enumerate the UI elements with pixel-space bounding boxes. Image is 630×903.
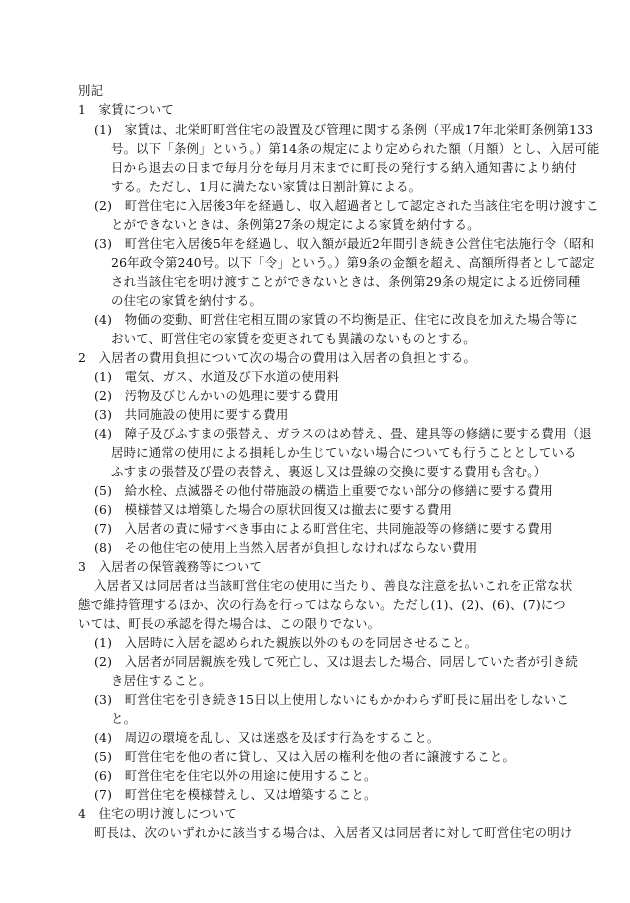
s3-item-2-line-1: (2) 入居者が同居親族を残して死亡し、又は退去した場合、同居していた者が引き続 bbox=[94, 654, 579, 669]
s2-item-8: (8) その他住宅の使用上当然入居者が負担しなければならない費用 bbox=[94, 540, 478, 555]
s1-item-3-line-4: の住宅の家賃を納付する。 bbox=[111, 293, 263, 308]
section-3-title: 3 入居者の保管義務等について bbox=[78, 559, 263, 574]
s2-item-1: (1) 電気、ガス、水道及び下水道の使用料 bbox=[94, 369, 340, 384]
s1-item-2-line-2: とができないときは、条例第27条の規定による家賃を納付する。 bbox=[111, 217, 480, 232]
s2-item-4-line-1: (4) 障子及びふすまの張替え、ガラスのはめ替え、畳、建具等の修繕に要する費用（退 bbox=[94, 426, 592, 441]
s2-item-3: (3) 共同施設の使用に要する費用 bbox=[94, 407, 289, 422]
s1-item-3-line-2: 26年政令第240号。以下「令」という。）第9条の金額を超え、高額所得者として認定 bbox=[111, 255, 595, 270]
s1-item-1-line-1: (1) 家賃は、北栄町町営住宅の設置及び管理に関する条例（平成17年北栄町条例第133 bbox=[94, 122, 594, 137]
s3-item-5: (5) 町営住宅を他の者に貸し、又は入居の権利を他の者に譲渡すること。 bbox=[94, 749, 516, 764]
s1-item-3-line-3: され当該住宅を明け渡すことができないときは、条例第29条の規定による近傍同種 bbox=[111, 274, 581, 289]
s3-para-line-1: 入居者又は同居者は当該町営住宅の使用に当たり、善良な注意を払いこれを正常な状 bbox=[94, 578, 573, 593]
s2-item-4-line-3: ふすまの張替及び畳の表替え、裏返し又は畳線の交換に要する費用も含む。） bbox=[111, 464, 547, 479]
section-1-title: 1 家賃について bbox=[78, 102, 174, 117]
s1-item-3-line-1: (3) 町営住宅入居後5年を経過し、収入額が最近2年間引き続き公営住宅法施行令（昭和 bbox=[94, 236, 595, 251]
s3-item-4: (4) 周辺の環境を乱し、又は迷惑を及ぼす行為をすること。 bbox=[94, 730, 440, 745]
s1-item-1-line-4: する。ただし、1月に満たない家賃は日割計算による。 bbox=[111, 179, 422, 194]
s1-item-4-line-1: (4) 物価の変動、町営住宅相互間の家賃の不均衡是正、住宅に改良を加えた場合等に bbox=[94, 312, 579, 327]
s3-item-3-line-2: と。 bbox=[111, 711, 137, 726]
s3-item-6: (6) 町営住宅を住宅以外の用途に使用すること。 bbox=[94, 768, 377, 783]
s3-para-line-3: いては、町長の承認を得た場合は、この限りでない。 bbox=[78, 616, 381, 631]
s2-item-7: (7) 入居者の責に帰すべき事由による町営住宅、共同施設等の修繕に要する費用 bbox=[94, 521, 553, 536]
section-2-title: 2 入居者の費用負担について次の場合の費用は入居者の負担とする。 bbox=[78, 350, 477, 365]
s2-item-5: (5) 給水栓、点滅器その他付帯施設の構造上重要でない部分の修繕に要する費用 bbox=[94, 483, 553, 498]
s4-para-line-1: 町長は、次のいずれかに該当する場合は、入居者又は同居者に対して町営住宅の明け bbox=[94, 825, 573, 840]
s1-item-1-line-2: 号。以下「条例」という。）第14条の規定により定められた額（月額）とし、入居可能 bbox=[111, 141, 600, 156]
section-4-title: 4 住宅の明け渡しについて bbox=[78, 806, 237, 821]
document-heading: 別記 bbox=[78, 83, 104, 98]
s1-item-4-line-2: おいて、町営住宅の家賃を変更されても異議のないものとする。 bbox=[111, 331, 476, 346]
s3-item-1: (1) 入居時に入居を認められた親族以外のものを同居させること。 bbox=[94, 635, 478, 650]
s1-item-1-line-3: 日から退去の日まで毎月分を毎月月末までに町長の発行する納入通知書により納付 bbox=[111, 160, 577, 175]
s2-item-6: (6) 模様替又は増築した場合の原状回復又は撤去に要する費用 bbox=[94, 502, 453, 517]
s3-para-line-2: 態で維持管理するほか、次の行為を行ってはならない。ただし(1)、(2)、(6)、(7)につ bbox=[78, 597, 566, 612]
s3-item-2-line-2: き居住すること。 bbox=[111, 673, 212, 688]
s3-item-7: (7) 町営住宅を模様替えし、又は増築すること。 bbox=[94, 787, 377, 802]
s2-item-2: (2) 汚物及びじんかいの処理に要する費用 bbox=[94, 388, 339, 403]
s3-item-3-line-1: (3) 町営住宅を引き続き15日以上使用しないにもかかわらず町長に届出をしないこ bbox=[94, 692, 569, 707]
s2-item-4-line-2: 居時に通常の使用による損耗しか生じていない場合についても行うこととしている bbox=[111, 445, 577, 460]
s1-item-2-line-1: (2) 町営住宅に入居後3年を経過し、収入超過者として認定された当該住宅を明け渡すこ bbox=[94, 198, 599, 213]
